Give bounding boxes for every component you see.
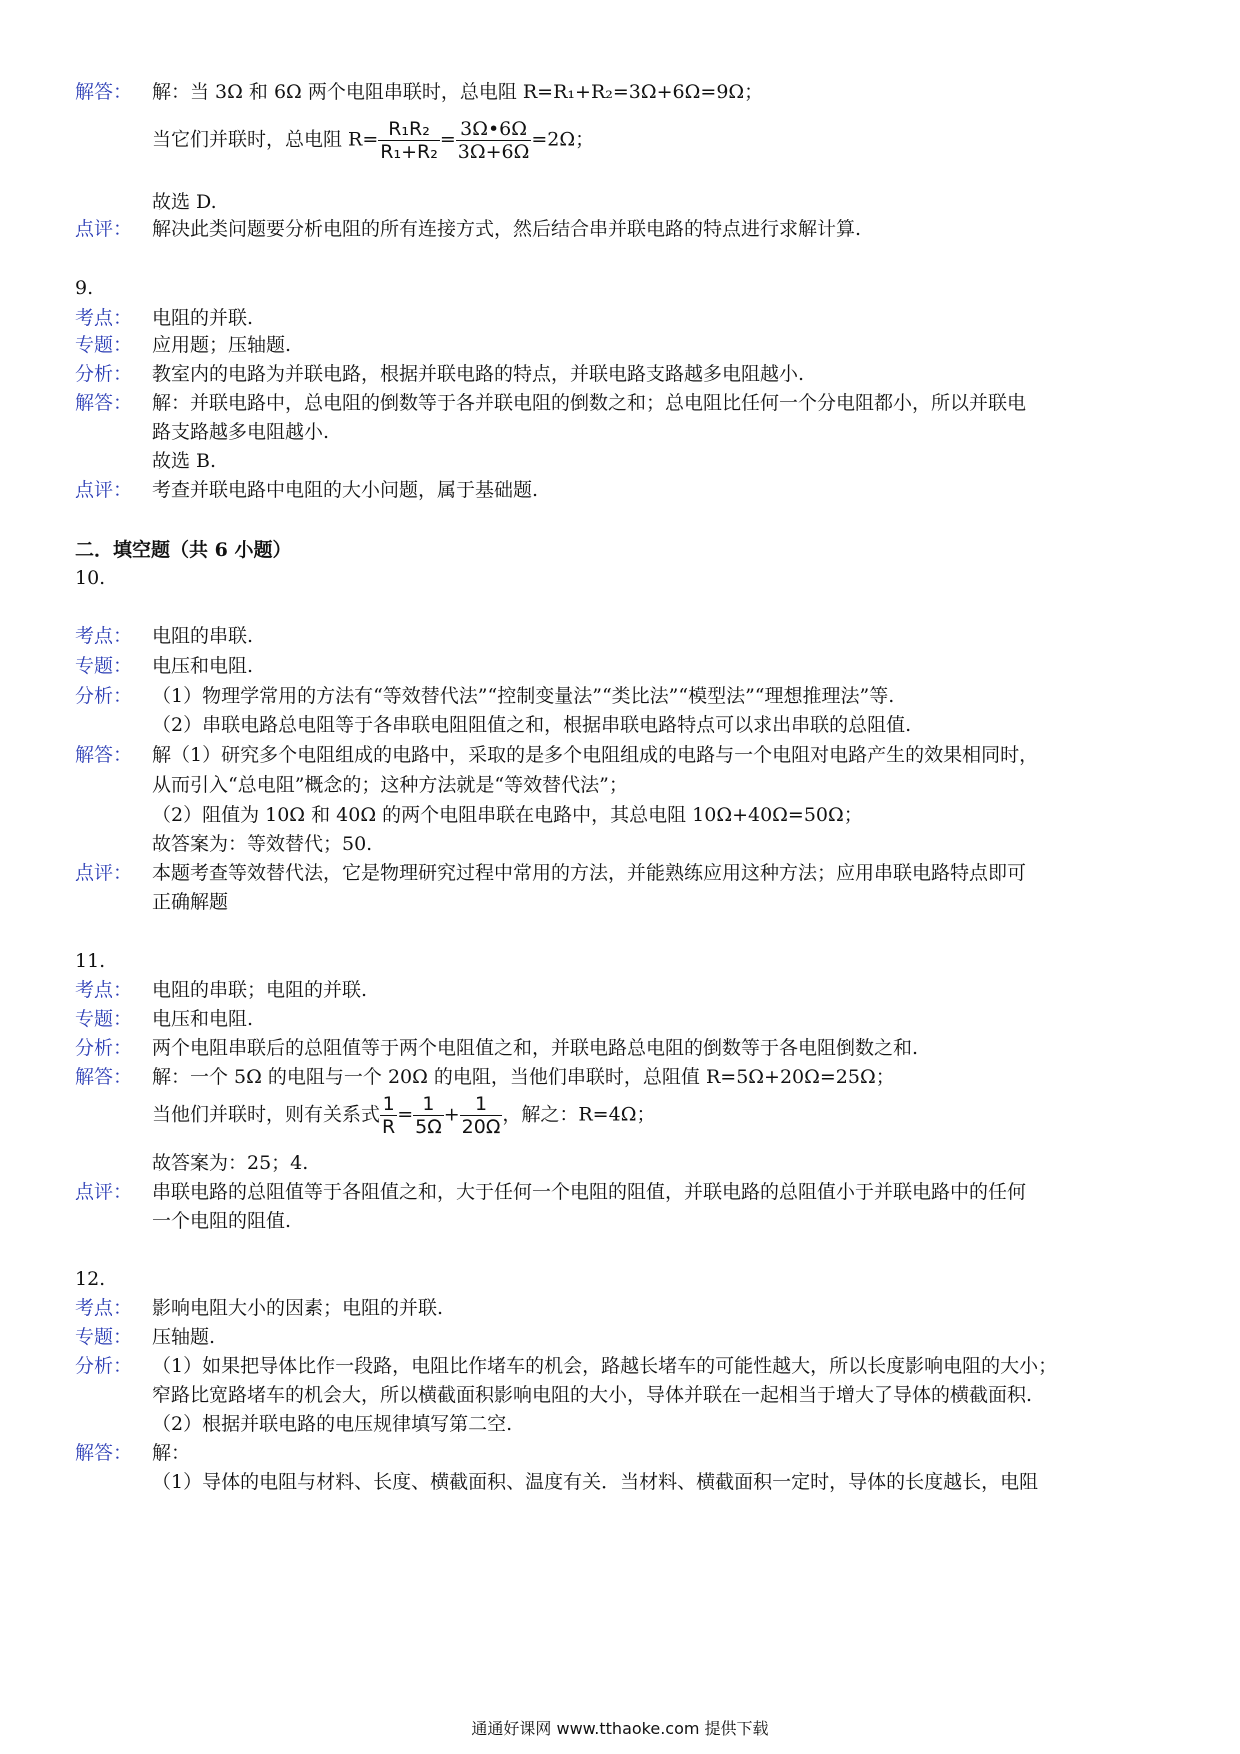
formula-prefix: 当他们并联时，则有关系式 bbox=[152, 1103, 381, 1126]
fraction-numerator: 1 bbox=[413, 1093, 444, 1116]
fenxi-label: 分析： bbox=[75, 1355, 133, 1377]
fraction-denominator: R₁+R₂ bbox=[380, 141, 438, 163]
fraction-denominator: 5Ω bbox=[415, 1116, 442, 1138]
answer-text: （1）导体的电阻与材料、长度、横截面积、温度有关．当材料、横截面积一定时，导体的长度越长，电阻 bbox=[152, 1471, 1039, 1493]
kaodian-text: 影响电阻大小的因素；电阻的并联. bbox=[152, 1297, 444, 1319]
fraction-1-over-5 bbox=[413, 1093, 444, 1138]
zhuanti-label: 专题： bbox=[75, 1326, 133, 1348]
equals-sign: = bbox=[439, 128, 456, 151]
kaodian-text: 电阻的串联；电阻的并联. bbox=[152, 979, 368, 1001]
comment-text: 正确解题 bbox=[152, 891, 229, 913]
answer-label: 解答： bbox=[75, 1442, 133, 1464]
fenxi-text: 教室内的电路为并联电路，根据并联电路的特点，并联电路支路越多电阻越小. bbox=[152, 363, 805, 385]
fraction-numerator: 1 bbox=[380, 1093, 397, 1116]
fenxi-label: 分析： bbox=[75, 685, 133, 707]
comment-text: 考查并联电路中电阻的大小问题，属于基础题. bbox=[152, 479, 539, 501]
fraction-1-over-r bbox=[380, 1093, 397, 1138]
answer-text: 解（1）研究多个电阻组成的电路中，采取的是多个电阻组成的电路与一个电阻对电路产生的效果相同时， bbox=[152, 744, 1039, 766]
fenxi-label: 分析： bbox=[75, 363, 133, 385]
kaodian-text: 电阻的并联. bbox=[152, 307, 254, 329]
comment-text: 串联电路的总阻值等于各阻值之和，大于任何一个电阻的阻值，并联电路的总阻值小于并联电路中的任何 bbox=[152, 1181, 1027, 1203]
answer-label: 解答： bbox=[75, 1066, 133, 1088]
fenxi-text: （1）物理学常用的方法有“等效替代法”“控制变量法”“类比法”“模型法”“理想推理法”等. bbox=[152, 685, 895, 707]
answer-text: 解：并联电路中，总电阻的倒数等于各并联电阻的倒数之和；总电阻比任何一个分电阻都小，所以并联电 bbox=[152, 392, 1027, 414]
comment-text: 本题考查等效替代法，它是物理研究过程中常用的方法，并能熟练应用这种方法；应用串联电路特点即可 bbox=[152, 862, 1027, 884]
zhuanti-label: 专题： bbox=[75, 1008, 133, 1030]
comment-text: 一个电阻的阻值. bbox=[152, 1210, 292, 1232]
question-number: 10. bbox=[75, 567, 106, 589]
fraction-numerator: 1 bbox=[460, 1093, 503, 1116]
zhuanti-label: 专题： bbox=[75, 655, 133, 677]
question-number: 11. bbox=[75, 950, 106, 972]
zhuanti-text: 应用题；压轴题. bbox=[152, 334, 292, 356]
answer-text: 解：当 3Ω 和 6Ω 两个电阻串联时，总电阻 R=R₁+R₂=3Ω+6Ω=9Ω； bbox=[152, 81, 764, 103]
kaodian-label: 考点： bbox=[75, 1297, 133, 1319]
formula-result: =2Ω； bbox=[531, 128, 595, 151]
comment-label: 点评： bbox=[75, 862, 133, 884]
zhuanti-text: 电压和电阻. bbox=[152, 655, 254, 677]
fenxi-text: （2）串联电路总电阻等于各串联电阻阻值之和，根据串联电路特点可以求出串联的总阻值. bbox=[152, 714, 912, 736]
question-number: 9. bbox=[75, 277, 94, 299]
answer-text: 解： bbox=[152, 1442, 191, 1464]
comment-text: 解决此类问题要分析电阻的所有连接方式，然后结合串并联电路的特点进行求解计算. bbox=[152, 218, 862, 240]
answer-text: 解：一个 5Ω 的电阻与一个 20Ω 的电阻，当他们串联时，总阻值 R=5Ω+20Ω=25Ω； bbox=[152, 1066, 895, 1088]
section-heading: 二．填空题（共 6 小题） bbox=[75, 539, 292, 561]
answer-label: 解答： bbox=[75, 392, 133, 414]
zhuanti-label: 专题： bbox=[75, 334, 133, 356]
fraction-1-over-20 bbox=[460, 1093, 503, 1138]
solve-text: ，解之：R=4Ω； bbox=[502, 1103, 656, 1126]
fraction-numerator: R₁R₂ bbox=[378, 118, 440, 141]
zhuanti-text: 电压和电阻. bbox=[152, 1008, 254, 1030]
fraction-denominator: 20Ω bbox=[461, 1116, 501, 1138]
plus-sign: + bbox=[443, 1103, 460, 1126]
fraction-numerator: 3Ω•6Ω bbox=[456, 118, 532, 141]
kaodian-label: 考点： bbox=[75, 979, 133, 1001]
final-answer: 故答案为：等效替代；50. bbox=[152, 833, 373, 855]
final-answer: 故答案为：25；4. bbox=[152, 1152, 309, 1174]
answer-label: 解答： bbox=[75, 81, 133, 103]
fenxi-text: （1）如果把导体比作一段路，电阻比作堵车的机会，路越长堵车的可能性越大，所以长度影响电阻的大小； bbox=[152, 1355, 1058, 1377]
kaodian-text: 电阻的串联. bbox=[152, 625, 254, 647]
fraction-denominator: 3Ω+6Ω bbox=[457, 141, 530, 163]
formula-prefix: 当它们并联时，总电阻 R= bbox=[152, 128, 379, 151]
q8-parallel-formula bbox=[152, 118, 594, 163]
q11-parallel-formula bbox=[152, 1093, 655, 1138]
comment-label: 点评： bbox=[75, 218, 133, 240]
answer-label: 解答： bbox=[75, 744, 133, 766]
page-footer: 通通好课网 www.tthaoke.com 提供下载 bbox=[471, 1719, 769, 1738]
fraction-values bbox=[456, 118, 532, 163]
choice-text: 故选 D. bbox=[152, 191, 217, 213]
kaodian-label: 考点： bbox=[75, 625, 133, 647]
answer-text: 从而引入“总电阻”概念的；这种方法就是“等效替代法”； bbox=[152, 774, 628, 796]
zhuanti-text: 压轴题. bbox=[152, 1326, 216, 1348]
kaodian-label: 考点： bbox=[75, 307, 133, 329]
fenxi-text: 窄路比宽路堵车的机会大，所以横截面积影响电阻的大小，导体并联在一起相当于增大了导体的横截面积. bbox=[152, 1384, 1033, 1406]
choice-text: 故选 B. bbox=[152, 450, 217, 472]
fenxi-text: 两个电阻串联后的总阻值等于两个电阻值之和，并联电路总电阻的倒数等于各电阻倒数之和. bbox=[152, 1037, 919, 1059]
equals-sign: = bbox=[397, 1103, 414, 1126]
comment-label: 点评： bbox=[75, 479, 133, 501]
fraction-general bbox=[378, 118, 440, 163]
fenxi-label: 分析： bbox=[75, 1037, 133, 1059]
question-number: 12. bbox=[75, 1268, 106, 1290]
comment-label: 点评： bbox=[75, 1181, 133, 1203]
answer-text: 路支路越多电阻越小. bbox=[152, 421, 330, 443]
answer-text: （2）阻值为 10Ω 和 40Ω 的两个电阻串联在电路中，其总电阻 10Ω+40Ω=50Ω； bbox=[152, 804, 863, 826]
fraction-denominator: R bbox=[382, 1116, 396, 1138]
fenxi-text: （2）根据并联电路的电压规律填写第二空. bbox=[152, 1413, 513, 1435]
